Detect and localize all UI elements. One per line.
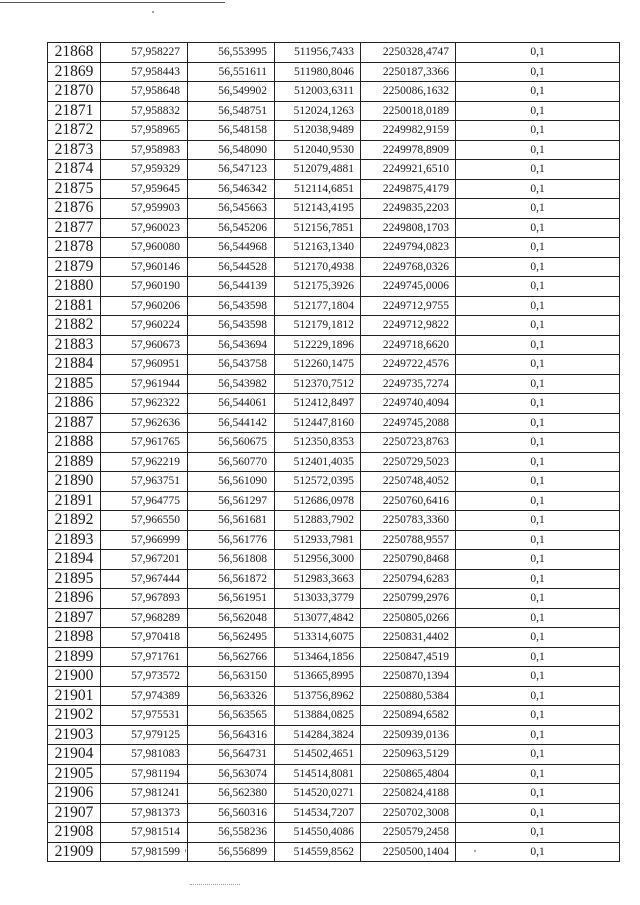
table-row [48,667,620,687]
table-row [48,472,620,492]
x-coordinate-cell: 512983,3663 [275,569,361,589]
longitude-cell: 56,561776 [188,530,275,550]
accuracy-cell: 0,1 [456,257,620,277]
x-coordinate-cell: 513314,6075 [275,628,361,648]
table-row [48,296,620,316]
longitude-cell: 56,548090 [188,140,275,160]
latitude-cell: 57,960951 [101,355,188,375]
point-number-cell: 21880 [48,277,101,297]
x-coordinate-cell: 512143,4195 [275,199,361,219]
x-coordinate-cell: 512040,9530 [275,140,361,160]
y-coordinate-cell: 2250831,4402 [361,628,456,648]
longitude-cell: 56,546342 [188,179,275,199]
table-row [48,511,620,531]
x-coordinate-cell: 512175,3926 [275,277,361,297]
longitude-cell: 56,560316 [188,803,275,823]
y-coordinate-cell: 2250939,0136 [361,725,456,745]
longitude-cell: 56,544139 [188,277,275,297]
table-row [48,277,620,297]
latitude-cell: 57,981083 [101,745,188,765]
longitude-cell: 56,564731 [188,745,275,765]
y-coordinate-cell: 2249718,6620 [361,335,456,355]
point-number-cell: 21881 [48,296,101,316]
latitude-cell: 57,974389 [101,686,188,706]
table-row [48,257,620,277]
latitude-cell: 57,967201 [101,550,188,570]
table-row [48,725,620,745]
table-row [48,491,620,511]
x-coordinate-cell: 514559,8562 [275,842,361,862]
y-coordinate-cell: 2250729,5023 [361,452,456,472]
longitude-cell: 56,547123 [188,160,275,180]
accuracy-cell: 0,1 [456,199,620,219]
y-coordinate-cell: 2250702,3008 [361,803,456,823]
x-coordinate-cell: 513464,1856 [275,647,361,667]
latitude-cell: 57,958227 [101,43,188,63]
accuracy-cell: 0,1 [456,43,620,63]
latitude-cell: 57,981194 [101,764,188,784]
y-coordinate-cell: 2249982,9159 [361,121,456,141]
table-row [48,647,620,667]
point-number-cell: 21875 [48,179,101,199]
point-number-cell: 21882 [48,316,101,336]
table-row [48,686,620,706]
x-coordinate-cell: 512170,4938 [275,257,361,277]
x-coordinate-cell: 512038,9489 [275,121,361,141]
latitude-cell: 57,967893 [101,589,188,609]
longitude-cell: 56,560770 [188,452,275,472]
latitude-cell: 57,973572 [101,667,188,687]
x-coordinate-cell: 513077,4842 [275,608,361,628]
y-coordinate-cell: 2250790,8468 [361,550,456,570]
point-number-cell: 21903 [48,725,101,745]
latitude-cell: 57,964775 [101,491,188,511]
y-coordinate-cell: 2249745,0006 [361,277,456,297]
point-number-cell: 21886 [48,394,101,414]
x-coordinate-cell: 512177,1804 [275,296,361,316]
point-number-cell: 21873 [48,140,101,160]
point-number-cell: 21901 [48,686,101,706]
x-coordinate-cell: 512447,8160 [275,413,361,433]
longitude-cell: 56,561808 [188,550,275,570]
table-row [48,433,620,453]
y-coordinate-cell: 2249712,9822 [361,316,456,336]
latitude-cell: 57,961765 [101,433,188,453]
latitude-cell: 57,979125 [101,725,188,745]
table-row [48,238,620,258]
point-number-cell: 21905 [48,764,101,784]
latitude-cell: 57,968289 [101,608,188,628]
longitude-cell: 56,556899 [188,842,275,862]
x-coordinate-cell: 512229,1896 [275,335,361,355]
point-number-cell: 21889 [48,452,101,472]
y-coordinate-cell: 2250805,0266 [361,608,456,628]
accuracy-cell: 0,1 [456,218,620,238]
y-coordinate-cell: 2249794,0823 [361,238,456,258]
longitude-cell: 56,543598 [188,296,275,316]
table-row [48,140,620,160]
latitude-cell: 57,962322 [101,394,188,414]
accuracy-cell: 0,1 [456,589,620,609]
point-number-cell: 21887 [48,413,101,433]
latitude-cell: 57,966999 [101,530,188,550]
point-number-cell: 21900 [48,667,101,687]
accuracy-cell: 0,1 [456,238,620,258]
x-coordinate-cell: 512401,4035 [275,452,361,472]
accuracy-cell: 0,1 [456,121,620,141]
longitude-cell: 56,562495 [188,628,275,648]
longitude-cell: 56,563150 [188,667,275,687]
accuracy-cell: 0,1 [456,101,620,121]
y-coordinate-cell: 2250018,0189 [361,101,456,121]
point-number-cell: 21902 [48,706,101,726]
x-coordinate-cell: 511956,7433 [275,43,361,63]
point-number-cell: 21885 [48,374,101,394]
longitude-cell: 56,548751 [188,101,275,121]
longitude-cell: 56,551611 [188,62,275,82]
latitude-cell: 57,960206 [101,296,188,316]
table-row [48,842,620,862]
x-coordinate-cell: 514550,4086 [275,823,361,843]
table-row [48,121,620,141]
latitude-cell: 57,962636 [101,413,188,433]
x-coordinate-cell: 512179,1812 [275,316,361,336]
table-row [48,530,620,550]
x-coordinate-cell: 512956,3000 [275,550,361,570]
accuracy-cell: 0,1 [456,394,620,414]
point-number-cell: 21874 [48,160,101,180]
table-row [48,784,620,804]
y-coordinate-cell: 2250788,9557 [361,530,456,550]
y-coordinate-cell: 2249768,0326 [361,257,456,277]
x-coordinate-cell: 512079,4881 [275,160,361,180]
table-row [48,550,620,570]
scan-speck [152,11,154,13]
y-coordinate-cell: 2249712,9755 [361,296,456,316]
accuracy-cell: 0,1 [456,296,620,316]
latitude-cell: 57,981373 [101,803,188,823]
latitude-cell: 57,961944 [101,374,188,394]
table-row [48,160,620,180]
point-number-cell: 21906 [48,784,101,804]
x-coordinate-cell: 512933,7981 [275,530,361,550]
point-number-cell: 21878 [48,238,101,258]
longitude-cell: 56,562766 [188,647,275,667]
y-coordinate-cell: 2250500,1404 [361,842,456,862]
top-rule [0,2,225,3]
accuracy-cell: 0,1 [456,803,620,823]
table-row [48,43,620,63]
table-row [48,413,620,433]
longitude-cell: 56,544142 [188,413,275,433]
latitude-cell: 57,960673 [101,335,188,355]
x-coordinate-cell: 512370,7512 [275,374,361,394]
longitude-cell: 56,544528 [188,257,275,277]
y-coordinate-cell: 2250847,4519 [361,647,456,667]
table-row [48,355,620,375]
point-number-cell: 21883 [48,335,101,355]
y-coordinate-cell: 2249808,1703 [361,218,456,238]
x-coordinate-cell: 513665,8995 [275,667,361,687]
accuracy-cell: 0,1 [456,452,620,472]
longitude-cell: 56,563074 [188,764,275,784]
longitude-cell: 56,543758 [188,355,275,375]
accuracy-cell: 0,1 [456,62,620,82]
longitude-cell: 56,543982 [188,374,275,394]
longitude-cell: 56,564316 [188,725,275,745]
latitude-cell: 57,960080 [101,238,188,258]
x-coordinate-cell: 514520,0271 [275,784,361,804]
latitude-cell: 57,963751 [101,472,188,492]
y-coordinate-cell: 2250963,5129 [361,745,456,765]
point-number-cell: 21899 [48,647,101,667]
table-row [48,569,620,589]
accuracy-cell: 0,1 [456,550,620,570]
x-coordinate-cell: 512686,0978 [275,491,361,511]
x-coordinate-cell: 512003,6311 [275,82,361,102]
accuracy-cell: 0,1 [456,82,620,102]
y-coordinate-cell: 2250187,3366 [361,62,456,82]
latitude-cell: 57,960023 [101,218,188,238]
accuracy-cell: 0,1 [456,511,620,531]
longitude-cell: 56,561297 [188,491,275,511]
latitude-cell: 57,971761 [101,647,188,667]
point-number-cell: 21895 [48,569,101,589]
coordinates-table [47,42,620,862]
table-row [48,803,620,823]
x-coordinate-cell: 514534,7207 [275,803,361,823]
point-number-cell: 21896 [48,589,101,609]
table-row [48,745,620,765]
longitude-cell: 56,544061 [188,394,275,414]
x-coordinate-cell: 512114,6851 [275,179,361,199]
longitude-cell: 56,562380 [188,784,275,804]
x-coordinate-cell: 513756,8962 [275,686,361,706]
accuracy-cell: 0,1 [456,686,620,706]
y-coordinate-cell: 2250799,2976 [361,589,456,609]
y-coordinate-cell: 2249722,4576 [361,355,456,375]
y-coordinate-cell: 2250328,4747 [361,43,456,63]
y-coordinate-cell: 2250880,5384 [361,686,456,706]
latitude-cell: 57,966550 [101,511,188,531]
latitude-cell: 57,967444 [101,569,188,589]
point-number-cell: 21871 [48,101,101,121]
latitude-cell: 57,962219 [101,452,188,472]
latitude-cell: 57,981241 [101,784,188,804]
latitude-cell: 57,970418 [101,628,188,648]
latitude-cell: 57,960146 [101,257,188,277]
y-coordinate-cell: 2249740,4094 [361,394,456,414]
latitude-cell: 57,958983 [101,140,188,160]
table-row [48,218,620,238]
longitude-cell: 56,561681 [188,511,275,531]
accuracy-cell: 0,1 [456,335,620,355]
point-number-cell: 21868 [48,43,101,63]
table-row [48,82,620,102]
longitude-cell: 56,558236 [188,823,275,843]
table-row [48,199,620,219]
longitude-cell: 56,553995 [188,43,275,63]
latitude-cell: 57,958832 [101,101,188,121]
latitude-cell: 57,958965 [101,121,188,141]
longitude-cell: 56,561872 [188,569,275,589]
y-coordinate-cell: 2250865,4804 [361,764,456,784]
longitude-cell: 56,560675 [188,433,275,453]
table-row [48,823,620,843]
longitude-cell: 56,543694 [188,335,275,355]
y-coordinate-cell: 2250748,4052 [361,472,456,492]
longitude-cell: 56,563565 [188,706,275,726]
point-number-cell: 21897 [48,608,101,628]
table-row [48,335,620,355]
accuracy-cell: 0,1 [456,413,620,433]
y-coordinate-cell: 2250783,3360 [361,511,456,531]
longitude-cell: 56,544968 [188,238,275,258]
x-coordinate-cell: 514284,3824 [275,725,361,745]
y-coordinate-cell: 2249921,6510 [361,160,456,180]
point-number-cell: 21876 [48,199,101,219]
point-number-cell: 21907 [48,803,101,823]
point-number-cell: 21872 [48,121,101,141]
point-number-cell: 21891 [48,491,101,511]
latitude-cell: 57,981599 [101,842,188,862]
table-row [48,394,620,414]
table-row [48,374,620,394]
point-number-cell: 21877 [48,218,101,238]
x-coordinate-cell: 512350,8353 [275,433,361,453]
y-coordinate-cell: 2250824,4188 [361,784,456,804]
point-number-cell: 21894 [48,550,101,570]
latitude-cell: 57,959329 [101,160,188,180]
point-number-cell: 21892 [48,511,101,531]
latitude-cell: 57,958648 [101,82,188,102]
point-number-cell: 21888 [48,433,101,453]
table-row [48,764,620,784]
accuracy-cell: 0,1 [456,784,620,804]
y-coordinate-cell: 2249735,7274 [361,374,456,394]
table-row [48,62,620,82]
x-coordinate-cell: 512260,1475 [275,355,361,375]
longitude-cell: 56,563326 [188,686,275,706]
bottom-scan-mark [190,884,240,886]
table-row [48,452,620,472]
latitude-cell: 57,960224 [101,316,188,336]
y-coordinate-cell: 2250723,8763 [361,433,456,453]
y-coordinate-cell: 2249978,8909 [361,140,456,160]
accuracy-cell: 0,1 [456,277,620,297]
accuracy-cell: 0,1 [456,725,620,745]
accuracy-cell: 0,1 [456,316,620,336]
latitude-cell: 57,958443 [101,62,188,82]
x-coordinate-cell: 512883,7902 [275,511,361,531]
accuracy-cell: 0,1 [456,433,620,453]
accuracy-cell: 0,1 [456,628,620,648]
x-coordinate-cell: 514514,8081 [275,764,361,784]
y-coordinate-cell: 2250086,1632 [361,82,456,102]
longitude-cell: 56,561090 [188,472,275,492]
x-coordinate-cell: 512572,0395 [275,472,361,492]
longitude-cell: 56,543598 [188,316,275,336]
accuracy-cell: 0,1 [456,491,620,511]
accuracy-cell: 0,1 [456,530,620,550]
point-number-cell: 21869 [48,62,101,82]
x-coordinate-cell: 512412,8497 [275,394,361,414]
accuracy-cell: 0,1 [456,823,620,843]
point-number-cell: 21884 [48,355,101,375]
latitude-cell: 57,981514 [101,823,188,843]
point-number-cell: 21898 [48,628,101,648]
y-coordinate-cell: 2250870,1394 [361,667,456,687]
table-row [48,589,620,609]
latitude-cell: 57,960190 [101,277,188,297]
point-number-cell: 21908 [48,823,101,843]
longitude-cell: 56,545206 [188,218,275,238]
accuracy-cell: 0,1 [456,608,620,628]
y-coordinate-cell: 2249875,4179 [361,179,456,199]
table-row [48,101,620,121]
longitude-cell: 56,561951 [188,589,275,609]
point-number-cell: 21870 [48,82,101,102]
y-coordinate-cell: 2249745,2088 [361,413,456,433]
coordinates-table-body [48,43,620,862]
y-coordinate-cell: 2250894,6582 [361,706,456,726]
x-coordinate-cell: 513033,3779 [275,589,361,609]
x-coordinate-cell: 512163,1340 [275,238,361,258]
latitude-cell: 57,959903 [101,199,188,219]
accuracy-cell: 0,1 [456,842,620,862]
accuracy-cell: 0,1 [456,140,620,160]
accuracy-cell: 0,1 [456,374,620,394]
x-coordinate-cell: 514502,4651 [275,745,361,765]
x-coordinate-cell: 513884,0825 [275,706,361,726]
accuracy-cell: 0,1 [456,647,620,667]
table-row [48,608,620,628]
y-coordinate-cell: 2250794,6283 [361,569,456,589]
accuracy-cell: 0,1 [456,160,620,180]
accuracy-cell: 0,1 [456,179,620,199]
y-coordinate-cell: 2249835,2203 [361,199,456,219]
accuracy-cell: 0,1 [456,706,620,726]
longitude-cell: 56,562048 [188,608,275,628]
point-number-cell: 21893 [48,530,101,550]
latitude-cell: 57,975531 [101,706,188,726]
accuracy-cell: 0,1 [456,667,620,687]
point-number-cell: 21904 [48,745,101,765]
y-coordinate-cell: 2250579,2458 [361,823,456,843]
latitude-cell: 57,959645 [101,179,188,199]
longitude-cell: 56,548158 [188,121,275,141]
accuracy-cell: 0,1 [456,355,620,375]
x-coordinate-cell: 511980,8046 [275,62,361,82]
x-coordinate-cell: 512156,7851 [275,218,361,238]
longitude-cell: 56,549902 [188,82,275,102]
point-number-cell: 21909 [48,842,101,862]
table-row [48,179,620,199]
table-row [48,316,620,336]
longitude-cell: 56,545663 [188,199,275,219]
table-row [48,628,620,648]
accuracy-cell: 0,1 [456,745,620,765]
point-number-cell: 21879 [48,257,101,277]
point-number-cell: 21890 [48,472,101,492]
y-coordinate-cell: 2250760,6416 [361,491,456,511]
accuracy-cell: 0,1 [456,764,620,784]
x-coordinate-cell: 512024,1263 [275,101,361,121]
table-row [48,706,620,726]
accuracy-cell: 0,1 [456,472,620,492]
accuracy-cell: 0,1 [456,569,620,589]
